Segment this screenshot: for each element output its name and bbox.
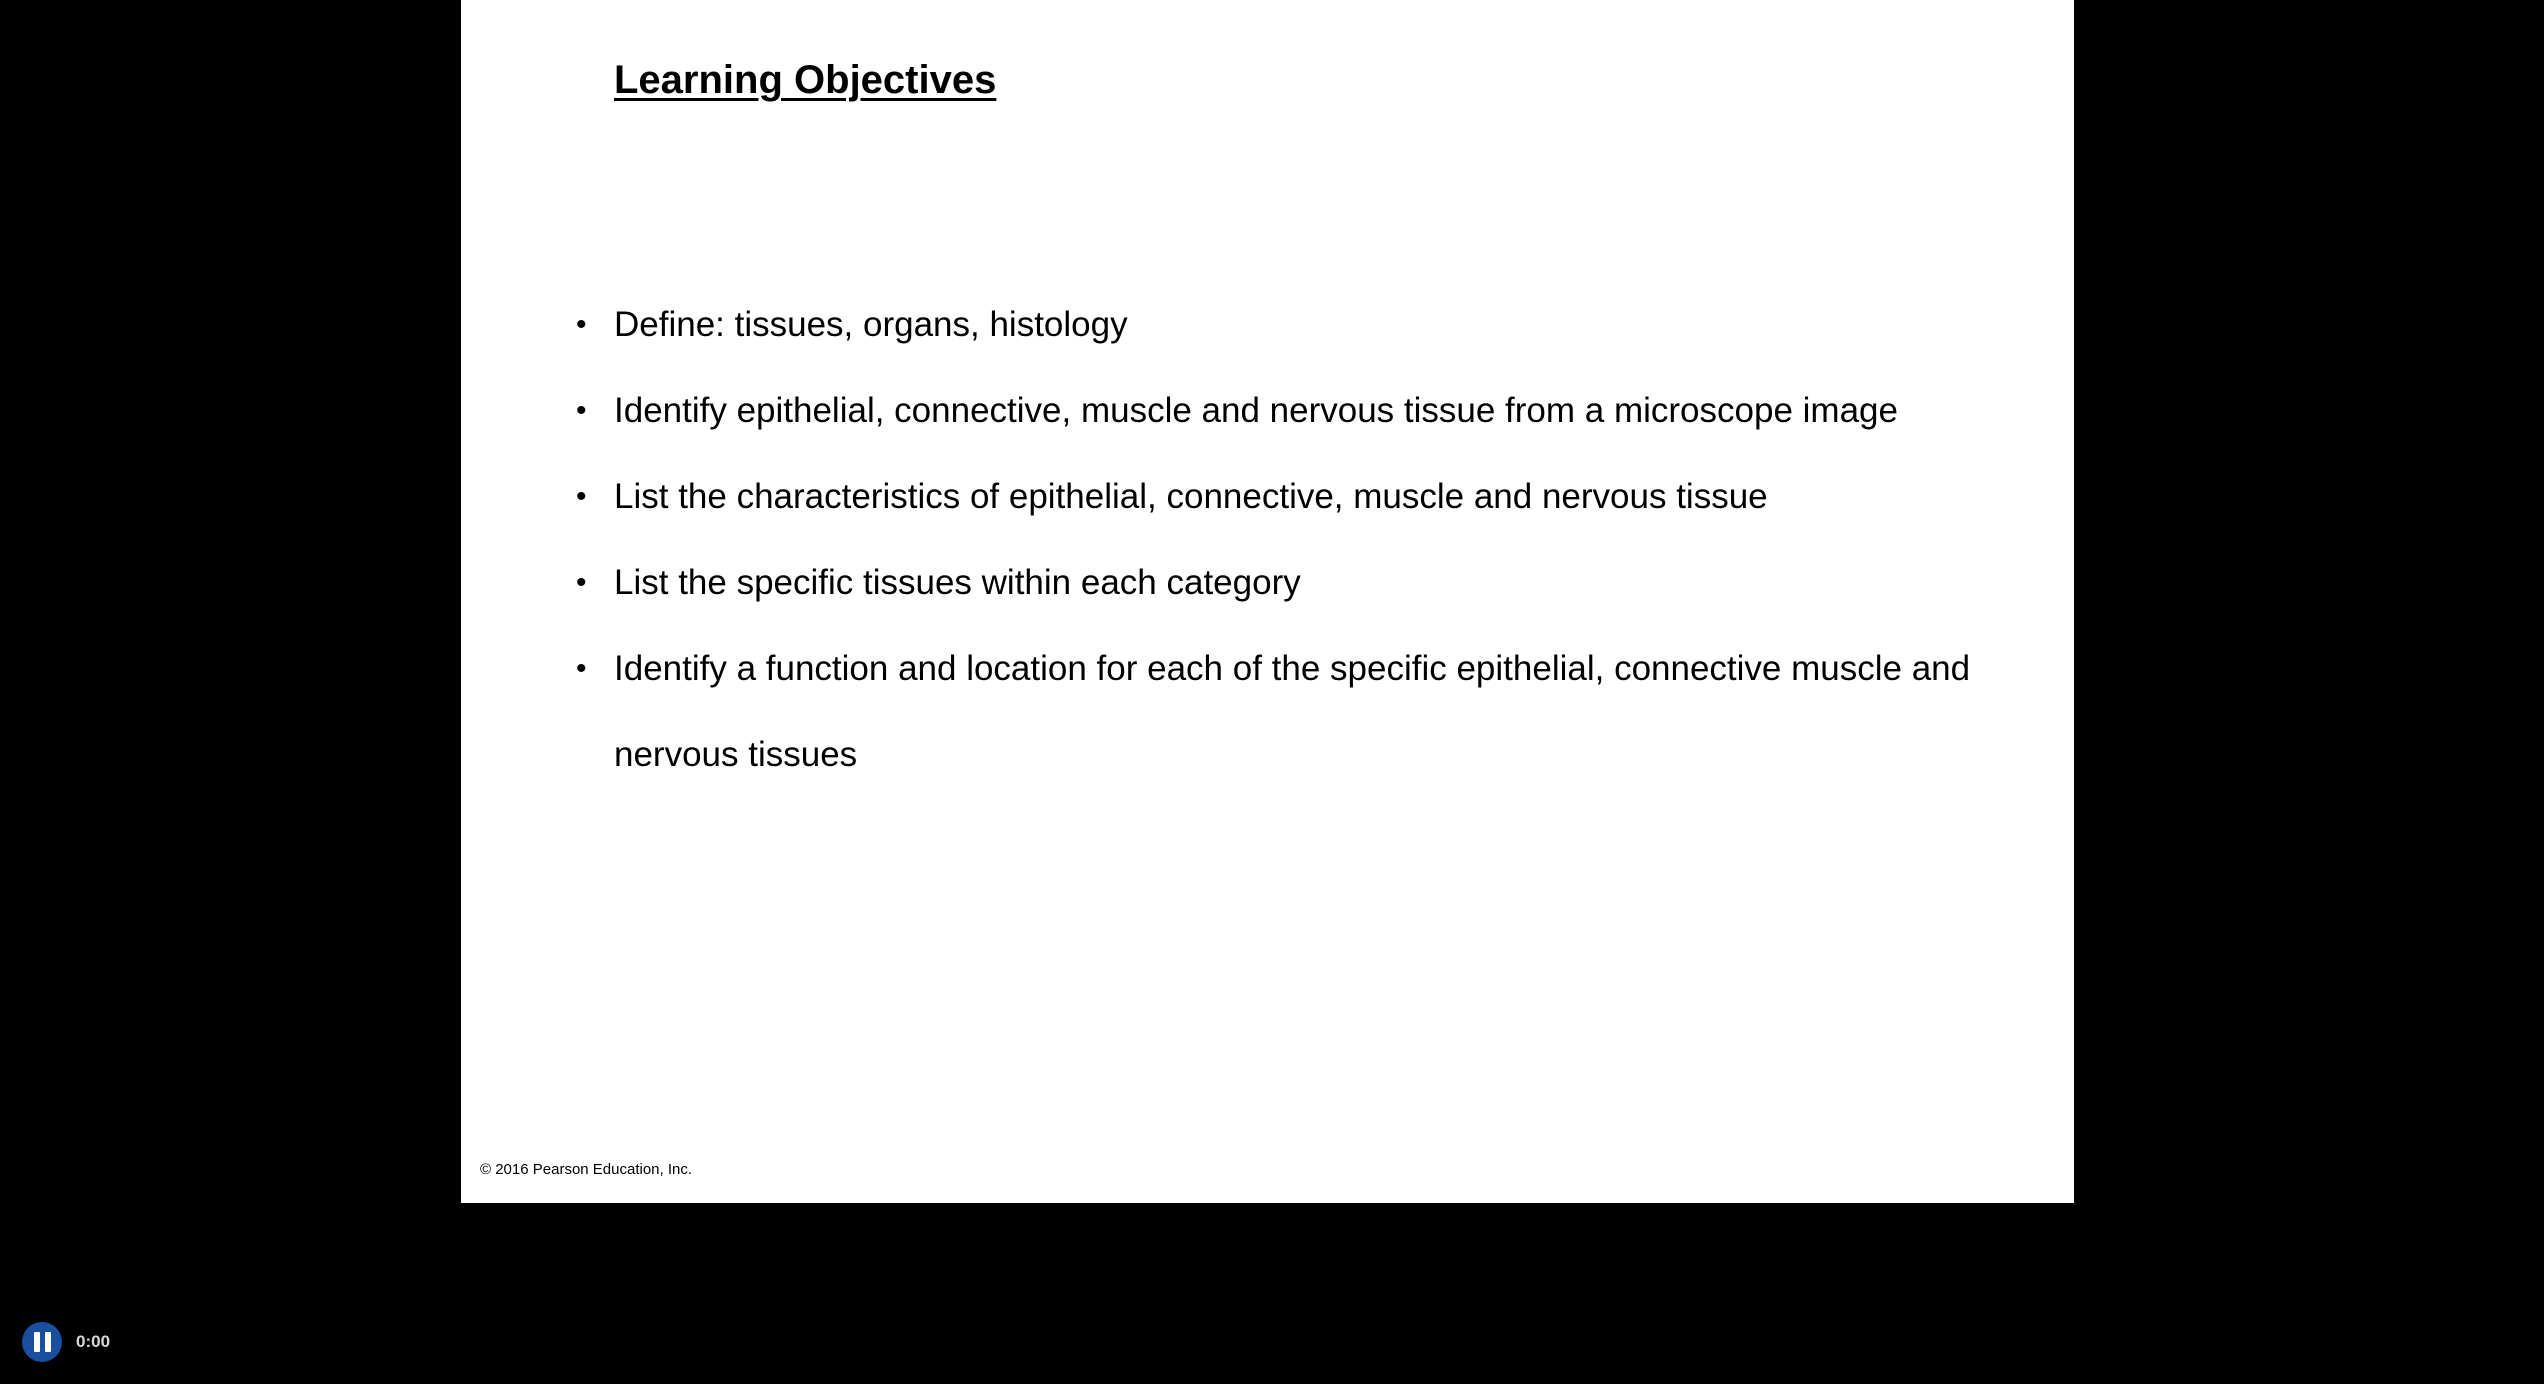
- list-item: [576, 454, 1976, 540]
- slide-title: Learning Objectives: [614, 58, 997, 102]
- objective-text: Identify epithelial, connective, muscle and nervous tissue from a microscope image: [614, 391, 1898, 430]
- playback-time: 0:00: [76, 1332, 111, 1351]
- player-controls: [22, 1322, 110, 1362]
- objective-text: Define: tissues, organs, histology: [614, 305, 1128, 344]
- objective-text: Identify a function and location for each of the specific epithelial, connective muscle and nervous tissues: [614, 649, 1971, 774]
- slide: [461, 0, 2074, 1203]
- objectives-list: [576, 282, 1976, 798]
- bullet-icon: •: [576, 652, 587, 685]
- list-item: [576, 540, 1976, 626]
- pause-button[interactable]: [22, 1322, 62, 1362]
- bullet-icon: •: [576, 480, 587, 513]
- copyright-notice: © 2016 Pearson Education, Inc.: [480, 1161, 693, 1178]
- bullet-icon: •: [576, 566, 587, 599]
- list-item: [576, 282, 1976, 368]
- list-item: [576, 626, 1976, 798]
- pause-icon: [34, 1332, 51, 1352]
- objective-text: List the specific tissues within each category: [614, 563, 1301, 602]
- list-item: [576, 368, 1976, 454]
- objective-text: List the characteristics of epithelial, connective, muscle and nervous tissue: [614, 477, 1768, 516]
- bullet-icon: •: [576, 394, 587, 427]
- bullet-icon: •: [576, 308, 587, 341]
